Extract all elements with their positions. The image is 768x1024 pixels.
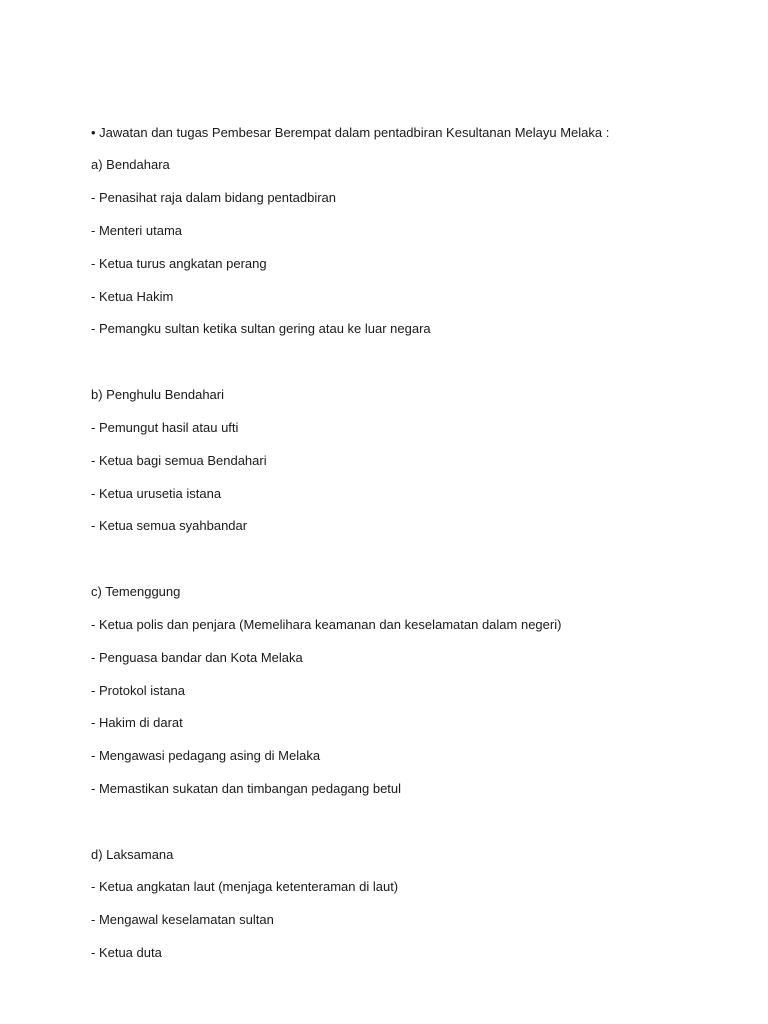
list-item: - Ketua angkatan laut (menjaga ketenteraman di laut)	[91, 879, 399, 894]
list-item: - Ketua duta	[91, 945, 162, 960]
list-item: - Ketua Hakim	[91, 289, 174, 304]
section-heading-laksamana: d) Laksamana	[91, 847, 174, 862]
intro-line: • Jawatan dan tugas Pembesar Berempat dalam pentadbiran Kesultanan Melayu Melaka :	[91, 125, 610, 140]
section-heading-bendahara: a) Bendahara	[91, 157, 170, 172]
list-item: - Penguasa bandar dan Kota Melaka	[91, 650, 303, 665]
list-item: - Mengawasi pedagang asing di Melaka	[91, 748, 321, 763]
list-item: - Protokol istana	[91, 683, 185, 698]
section-heading-penghulu-bendahari: b) Penghulu Bendahari	[91, 387, 224, 402]
list-item: - Memastikan sukatan dan timbangan pedagang betul	[91, 781, 402, 796]
list-item: - Hakim di darat	[91, 715, 183, 730]
list-item: - Pemungut hasil atau ufti	[91, 420, 239, 435]
list-item: - Menteri utama	[91, 223, 183, 238]
list-item: - Mengawal keselamatan sultan	[91, 912, 274, 927]
list-item: - Pemangku sultan ketika sultan gering atau ke luar negara	[91, 321, 431, 336]
list-item: - Ketua bagi semua Bendahari	[91, 453, 267, 468]
list-item: - Ketua urusetia istana	[91, 486, 222, 501]
list-item: - Penasihat raja dalam bidang pentadbiran	[91, 190, 337, 205]
section-heading-temenggung: c) Temenggung	[91, 584, 181, 599]
list-item: - Ketua turus angkatan perang	[91, 256, 267, 271]
list-item: - Ketua semua syahbandar	[91, 518, 248, 533]
list-item: - Ketua polis dan penjara (Memelihara keamanan dan keselamatan dalam negeri)	[91, 617, 562, 632]
